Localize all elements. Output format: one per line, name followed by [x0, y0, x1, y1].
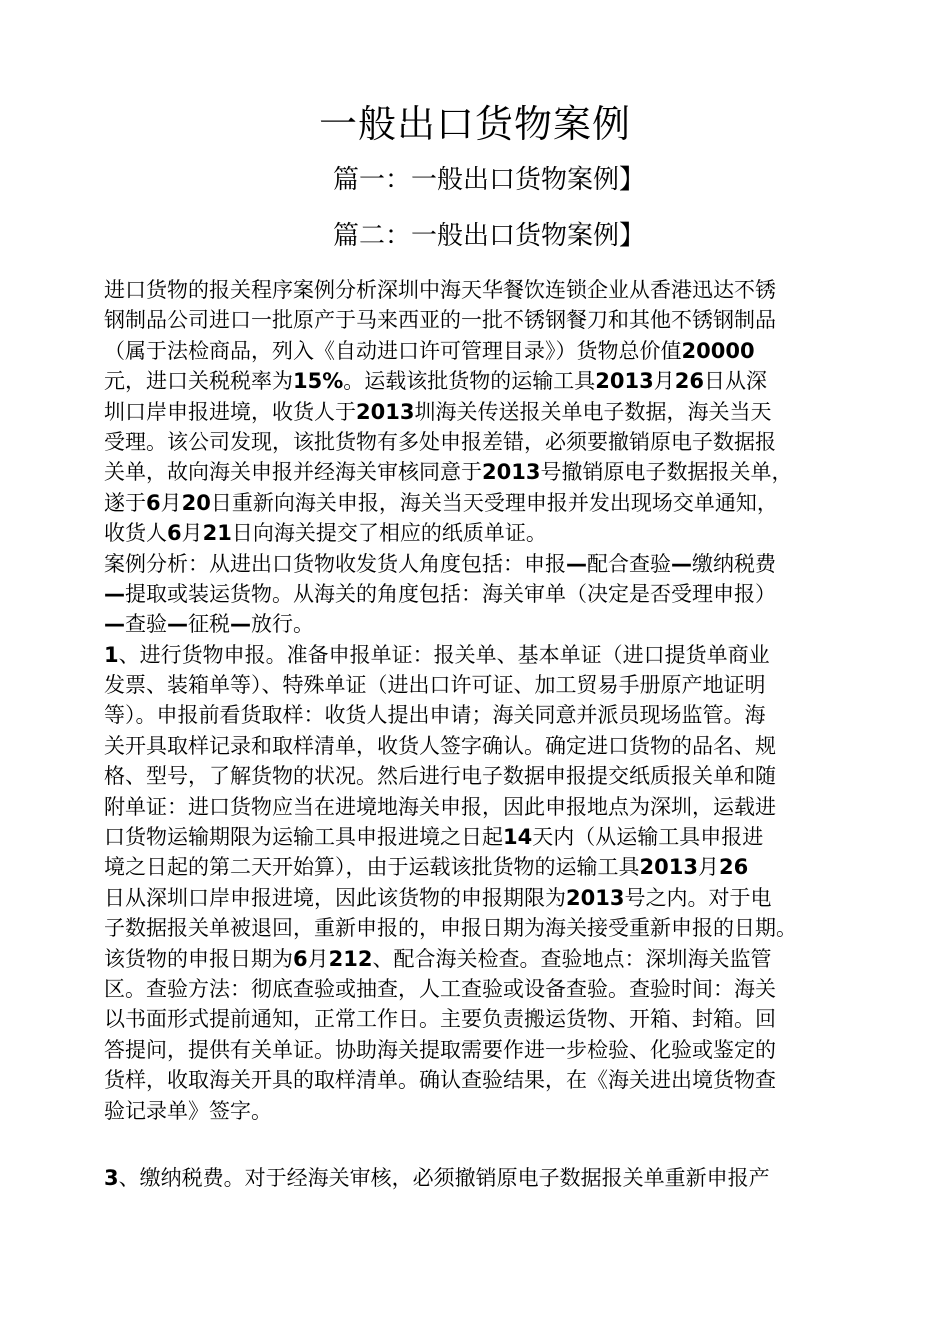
body-line: 子数据报关单被退回，重新申报的，申报日期为海关接受重新申报的日期。 [104, 916, 797, 941]
body-line: 答提问，提供有关单证。协助海关提取需要作进一步检验、化验或鉴定的 [104, 1037, 776, 1062]
body-line: 遂于6月20日重新向海关申报，海关当天受理申报并发出现场交单通知， [104, 490, 778, 515]
body-line: 关开具取样记录和取样清单，收货人签字确认。确定进口货物的品名、规 [104, 733, 776, 758]
document-title: 一般出口货物案例 [318, 102, 631, 146]
body-line: 受理。该公司发现，该批货物有多处申报差错，必须要撤销原电子数据报 [104, 429, 776, 454]
body-line: 等）。申报前看货取样：收货人提出申请；海关同意并派员现场监管。海 [104, 703, 766, 728]
body-line: 验记录单》签字。 [104, 1098, 272, 1123]
case-body-text [104, 275, 864, 1126]
body-line: —查验—征税—放行。 [104, 612, 314, 637]
body-line: 收货人6月21日向海关提交了相应的纸质单证。 [104, 521, 547, 546]
body-line: 货样，收取海关开具的取样清单。确认查验结果，在《海关进出境货物查 [104, 1068, 776, 1093]
body-line: 该货物的申报日期为6月212、配合海关检查。查验地点：深圳海关监管 [104, 946, 772, 971]
body-line: 元，进口关税税率为15%。运载该批货物的运输工具2013月26日从深 [104, 369, 767, 394]
subtitle-part-two: 篇二：一般出口货物案例】 [332, 221, 645, 251]
body-line: 境之日起的第二天开始算），由于运载该批货物的运输工具2013月26 [104, 855, 749, 880]
body-line: 1、进行货物申报。准备申报单证：报关单、基本单证（进口提货单商业 [104, 642, 770, 667]
body-line: —提取或装运货物。从海关的角度包括：海关审单（决定是否受理申报） [104, 581, 776, 606]
body-line: 口货物运输期限为运输工具申报进境之日起14天内（从运输工具申报进 [104, 825, 764, 850]
body-line: 以书面形式提前通知，正常工作日。主要负责搬运货物、开箱、封箱。回 [104, 1007, 776, 1032]
body-line: 发票、装箱单等）、特殊单证（进出口许可证、加工贸易手册原产地证明 [104, 673, 766, 698]
body-line: （属于法检商品，列入《自动进口许可管理目录》）货物总价值20000 [104, 338, 755, 363]
body-line: 区。查验方法：彻底查验或抽查，人工查验或设备查验。查验时间：海关 [104, 976, 776, 1001]
body-line: 附单证：进口货物应当在进境地海关申报，因此申报地点为深圳，运载进 [104, 794, 776, 819]
body-line: 圳口岸申报进境，收货人于2013圳海关传送报关单电子数据，海关当天 [104, 399, 772, 424]
body-line: 钢制品公司进口一批原产于马来西亚的一批不锈钢餐刀和其他不锈钢制品 [104, 308, 776, 333]
body-line: 案例分析：从进出口货物收发货人角度包括：申报—配合查验—缴纳税费 [104, 551, 776, 576]
body-line: 进口货物的报关程序案例分析深圳中海天华餐饮连锁企业从香港迅达不锈 [104, 278, 776, 302]
body-line-final: 3、缴纳税费。对于经海关审核，必须撤销原电子数据报关单重新申报产 [104, 1166, 770, 1190]
body-line: 关单，故向海关申报并经海关审核同意于2013号撤销原电子数据报关单， [104, 460, 793, 485]
tax-section-text [104, 1163, 864, 1193]
body-line: 日从深圳口岸申报进境，因此该货物的申报期限为2013号之内。对于电 [104, 885, 772, 910]
body-line: 格、型号，了解货物的状况。然后进行电子数据申报提交纸质报关单和随 [104, 764, 776, 789]
subtitle-part-one: 篇一：一般出口货物案例】 [332, 165, 645, 195]
